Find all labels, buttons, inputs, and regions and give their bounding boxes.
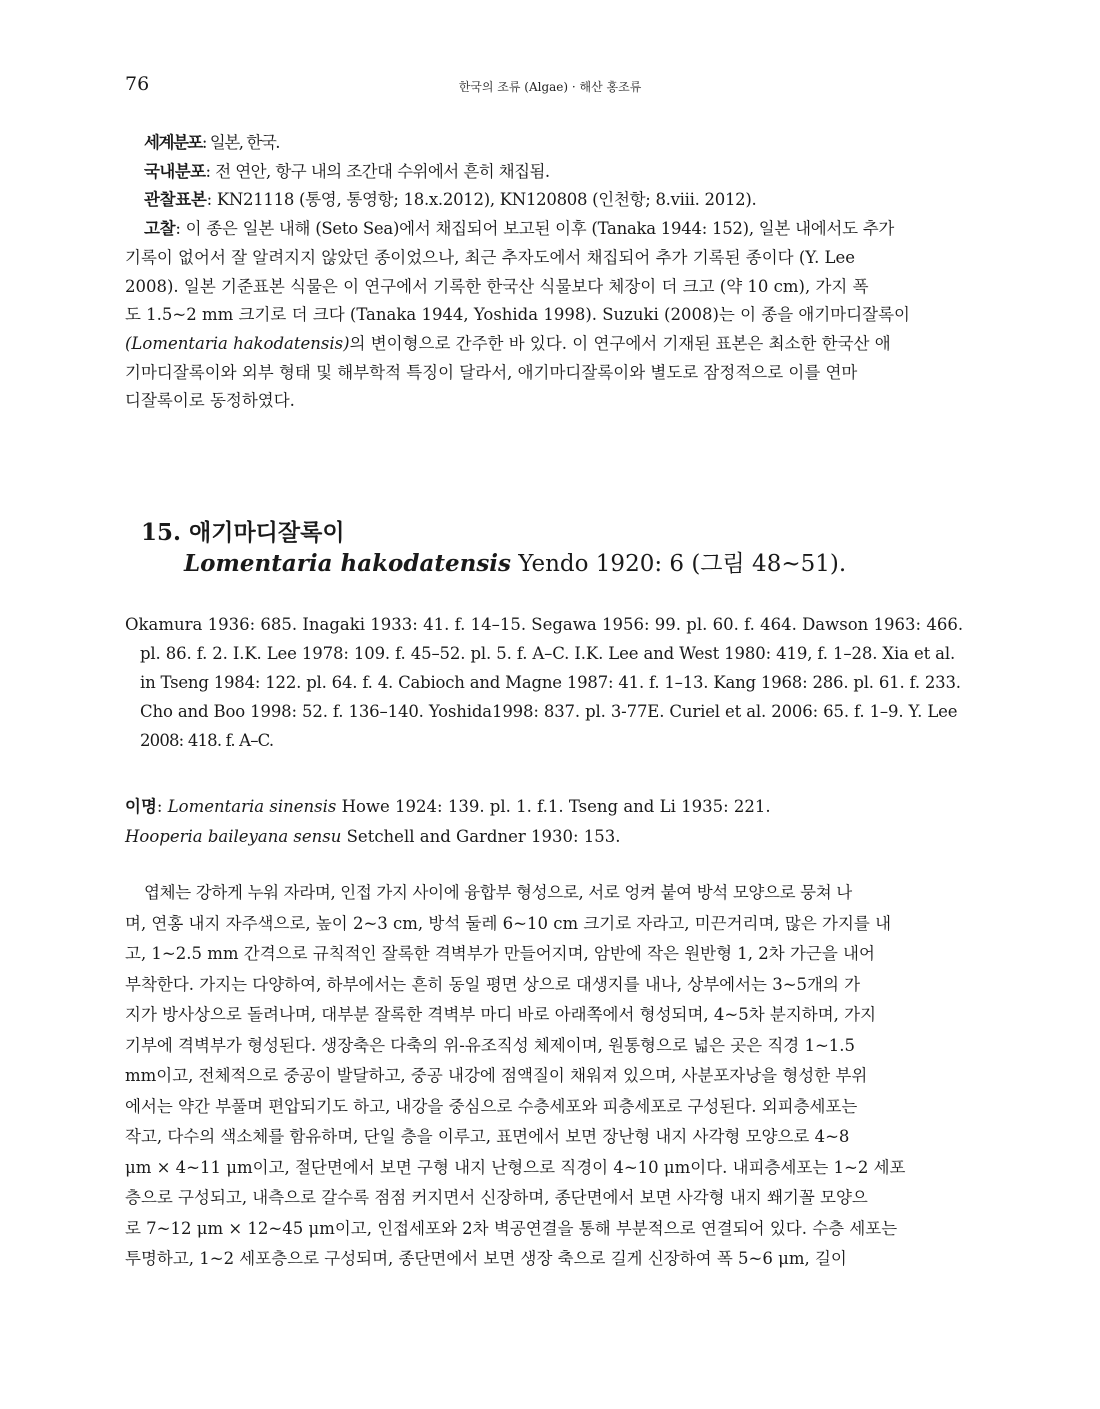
korea-distribution-text: : 전 연안, 항구 내의 조간대 수위에서 흔히 채집됨. — [205, 161, 550, 181]
specimens — [125, 186, 976, 215]
remarks-line — [125, 330, 976, 359]
description-line: 지가 방사상으로 돌려나며, 대부분 잘록한 격벽부 마디 바로 아래쪽에서 형성되며, 4~5차 분지하며, 가지 — [125, 1005, 877, 1024]
species-scientific-line — [141, 548, 846, 580]
description-line: 고, 1~2.5 mm 간격으로 규칙적인 잘록한 격벽부가 만들어지며, 암반에 작은 원반형 1, 2차 가근을 내어 — [125, 944, 875, 963]
korea-distribution — [125, 158, 976, 187]
remarks-line: 디잘록이로 동정하였다. — [125, 391, 295, 411]
world-distribution — [125, 129, 976, 158]
korea-distribution-label: 국내분포 — [144, 161, 206, 181]
description-block — [125, 878, 976, 1275]
world-distribution-label: 세계분포 — [144, 133, 202, 152]
remarks-text: : 이 종은 일본 내해 (Seto Sea)에서 채집되어 보고된 이후 (Tanaka 1944: 152), 일본 내에서도 추가 — [175, 219, 895, 239]
description-line: 기부에 격벽부가 형성된다. 생장축은 다축의 위-유조직성 체제이며, 원통형으로 넓은 곳은 직경 1~1.5 — [125, 1035, 856, 1055]
synonym-name: Hooperia baileyana sensu — [125, 827, 342, 846]
synonym-colon: : — [156, 797, 168, 816]
description-line: 로 7~12 μm × 12~45 μm이고, 인접세포와 2차 벽공연결을 통해 부분적으로 연결되어 있다. 수층 세포는 — [125, 1218, 898, 1238]
reference-line: Okamura 1936: 685. Inagaki 1933: 41. f. 14–15. Segawa 1956: 99. pl. 60. f. 464. Dawson 1963: 466. — [125, 615, 964, 634]
synonym-citation: Howe 1924: 139. pl. 1. f.1. Tseng and Li 1935: 221. — [336, 797, 771, 816]
specimens-label: 관찰표본 — [144, 190, 207, 210]
description-line: 투명하고, 1~2 세포층으로 구성되며, 종단면에서 보면 생장 축으로 길게 신장하여 폭 5~6 μm, 길이 — [125, 1249, 847, 1268]
reference-line: 2008: 418. f. A–C. — [140, 731, 274, 750]
species-korean-name: 15. 애기마디잘록이 — [141, 519, 345, 546]
species-scientific-name: Lomentaria hakodatensis — [184, 550, 511, 577]
description-line: 엽체는 강하게 누워 자라며, 인접 가지 사이에 융합부 형성으로, 서로 엉켜 붙여 방석 모양으로 뭉쳐 나 — [144, 883, 852, 902]
description-line: mm이고, 전체적으로 중공이 발달하고, 중공 내강에 점액질이 채워져 있으며, 사분포자낭을 형성한 부위 — [125, 1066, 868, 1085]
specimens-text: : KN21118 (통영, 통영항; 18.x.2012), KN120808 (인천항; 8.viii. 2012). — [206, 190, 757, 210]
description-line: 부착한다. 가지는 다양하여, 하부에서는 흔히 동일 평면 상으로 대생지를 내나, 상부에서는 3~5개의 가 — [125, 974, 861, 994]
species-heading — [141, 517, 846, 580]
description-line: 작고, 다수의 색소체를 함유하며, 단일 층을 이루고, 표면에서 보면 장난형 내지 사각형 모양으로 4~8 — [125, 1127, 850, 1146]
synonyms-block — [125, 792, 771, 852]
synonyms-label: 이명 — [125, 797, 157, 816]
reference-line: Cho and Boo 1998: 52. f. 136–140. Yoshida1998: 837. pl. 3-77E. Curiel et al. 2006: 65. f. 1–9. Y. Lee — [140, 702, 958, 721]
remarks-line — [125, 215, 976, 244]
references-block — [125, 610, 976, 755]
description-line: 층으로 구성되고, 내측으로 갈수록 점점 커지면서 신장하며, 종단면에서 보면 사각형 내지 쐐기꼴 모양으 — [125, 1188, 868, 1207]
remarks-line: 기록이 없어서 잘 알려지지 않았던 종이었으나, 최근 추자도에서 채집되어 추가 기록된 종이다 (Y. Lee — [125, 247, 856, 267]
remarks-scientific-name: (Lomentaria hakodatensis) — [125, 333, 350, 353]
remarks-label: 고찰 — [144, 219, 176, 239]
remarks-text: 의 변이형으로 간주한 바 있다. 이 연구에서 기재된 표본은 최소한 한국산 애 — [349, 333, 891, 353]
running-header: 한국의 조류 (Algae) · 해산 홍조류 — [458, 80, 642, 94]
remarks-line: 기마디잘록이와 외부 형태 및 해부학적 특징이 달라서, 애기마디잘록이와 별도로 잠정적으로 이를 연마 — [125, 362, 858, 382]
reference-line: pl. 86. f. 2. I.K. Lee 1978: 109. f. 45–52. pl. 5. f. A–C. I.K. Lee and West 1980: 419, f. 1–28. Xia et al. — [140, 644, 956, 663]
description-line: 에서는 약간 부풀며 편압되기도 하고, 내강을 중심으로 수층세포와 피층세포로 구성된다. 외피층세포는 — [125, 1096, 858, 1116]
remarks-line: 2008). 일본 기준표본 식물은 이 연구에서 기록한 한국산 식물보다 체장이 더 크고 (약 10 cm), 가지 폭 — [125, 276, 869, 296]
synonym-name: Lomentaria sinensis — [167, 797, 337, 816]
description-line: 며, 연홍 내지 자주색으로, 높이 2~3 cm, 방석 둘레 6~10 cm 크기로 자라고, 미끈거리며, 많은 가지를 내 — [125, 913, 892, 933]
world-distribution-text: : 일본, 한국. — [201, 133, 280, 152]
remarks-line: 도 1.5~2 mm 크기로 더 크다 (Tanaka 1944, Yoshida 1998). Suzuki (2008)는 이 종을 애기마디잘록이 — [125, 305, 910, 325]
page-number: 76 — [125, 73, 150, 95]
synonym-line — [125, 822, 771, 852]
reference-line: in Tseng 1984: 122. pl. 64. f. 4. Cabioch and Magne 1987: 41. f. 1–13. Kang 1968: 286. pl. 61. f. 233. — [140, 673, 961, 692]
synonym-line — [125, 792, 771, 822]
previous-species-section — [125, 129, 976, 416]
description-line: μm × 4~11 μm이고, 절단면에서 보면 구형 내지 난형으로 직경이 4~10 μm이다. 내피층세포는 1~2 세포 — [125, 1157, 906, 1177]
synonym-citation: Setchell and Gardner 1930: 153. — [341, 827, 621, 846]
species-authority: Yendo 1920: 6 (그림 48~51). — [511, 551, 847, 577]
